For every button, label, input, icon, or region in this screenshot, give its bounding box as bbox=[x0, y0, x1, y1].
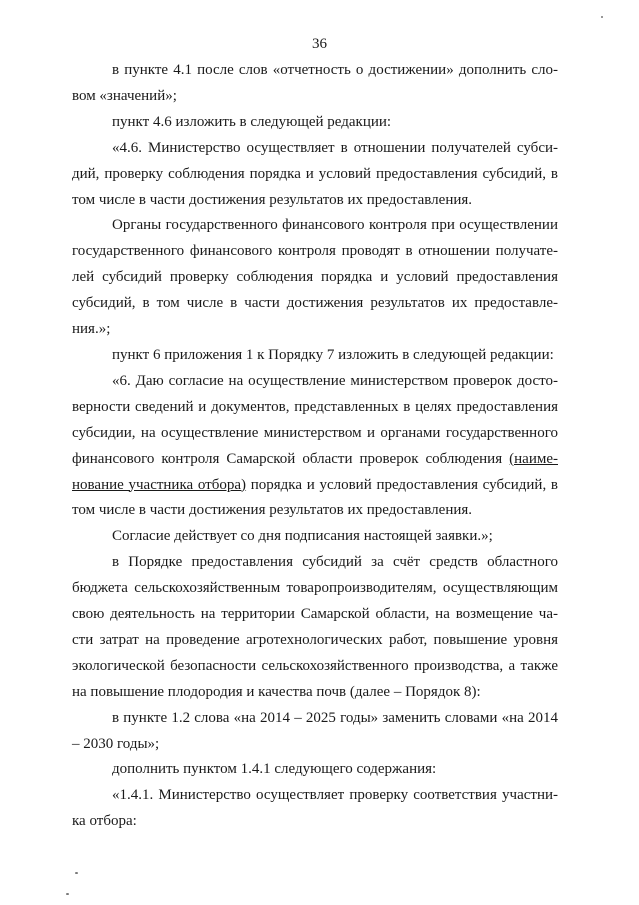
paragraph: в пункте 4.1 после слов «отчетность о достижении» дополнить сло-вом «значений»; bbox=[72, 62, 558, 104]
paragraph: «4.6. Министерство осуществляет в отношении получателей субси-дий, проверку соблюдения порядка и условий предоставления субсидий, в том числе в части достижения результатов их предоставления. bbox=[72, 139, 558, 208]
scan-speck bbox=[66, 893, 69, 895]
paragraph: дополнить пунктом 1.4.1 следующего содержания: bbox=[112, 761, 437, 778]
page-number: 36 bbox=[312, 36, 327, 52]
participant-name-placeholder: (наиме-нование участника отбора) bbox=[72, 450, 558, 493]
paragraph: пункт 4.6 изложить в следующей редакции: bbox=[112, 113, 392, 130]
paragraph: в Порядке предоставления субсидий за счёт средств областного бюджета сельскохозяйственным товаропроизводителям, осуществляющим свою деятельность на территории Самарской области, на возмещение ча-сти затрат на проведение агротехнологических работ, повышение уровня экологической безопасности сельскохозяйственного производства, а также на повышение плодородия и качества почв (далее – Порядок 8): bbox=[72, 554, 558, 700]
document-body bbox=[72, 58, 558, 835]
paragraph: пункт 6 приложения 1 к Порядку 7 изложить в следующей редакции: bbox=[112, 346, 554, 363]
paragraph: Органы государственного финансового контроля при осуществлении государственного финансового контроля проводят в отношении получате-лей субсидий проверку соблюдения порядка и условий предоставления субсидий, в том числе в части достижения результатов их предоставле-ния.»; bbox=[72, 217, 558, 338]
consent-text-end: порядка и условий предоставления субсидий, в том числе в части достижения результатов их предоставления. bbox=[72, 476, 558, 519]
scan-speck bbox=[601, 16, 603, 18]
paragraph: «1.4.1. Министерство осуществляет проверку соответствия участни-ка отбора: bbox=[72, 787, 558, 830]
paragraph: в пункте 1.2 слова «на 2014 – 2025 годы» заменить словами «на 2014 – 2030 годы»; bbox=[72, 709, 558, 752]
scan-speck bbox=[75, 872, 78, 874]
paragraph: Согласие действует со дня подписания настоящей заявки.»; bbox=[112, 528, 493, 545]
paragraph-consent bbox=[72, 369, 558, 524]
consent-text-start: «6. Даю согласие на осуществление министерством проверок досто-верности сведений и документов, представленных в целях предоставления субсидии, на осуществление министерством и органами государственного финансового контроля Самарской области проверок соблюдения bbox=[72, 372, 558, 467]
